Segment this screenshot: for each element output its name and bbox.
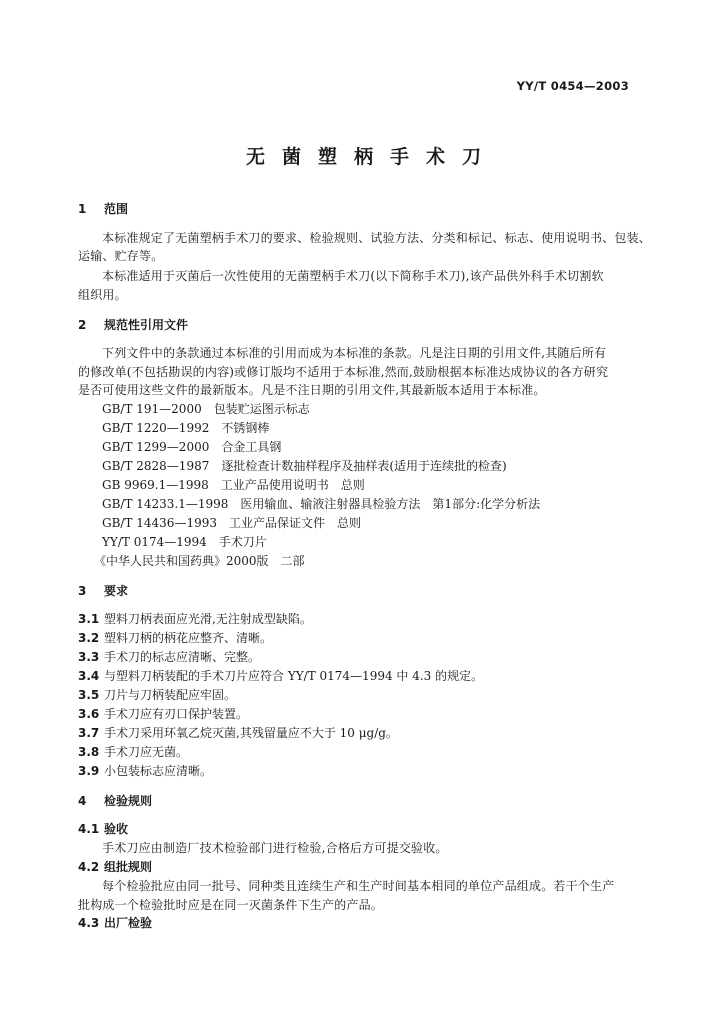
item-text: 刀片与刀柄装配应牢固。 — [104, 688, 237, 702]
subsection-number: 4.3 — [78, 916, 100, 930]
normative-reference: GB/T 1220—1992 不锈钢棒 — [102, 421, 270, 435]
normative-reference: YY/T 0174—1994 手术刀片 — [102, 535, 267, 549]
section-number: 1 — [78, 202, 87, 216]
item-text: 与塑料刀柄装配的手术刀片应符合 YY/T 0174—1994 中 4.3 的规定。 — [104, 669, 484, 683]
subsection-4-1-heading — [78, 820, 128, 837]
normative-reference: GB/T 14436—1993 工业产品保证文件 总则 — [102, 516, 361, 530]
item-number: 3.8 — [78, 745, 100, 759]
paragraph-line: 批构成一个检验批时应是在同一灭菌条件下生产的产品。 — [78, 898, 384, 912]
section-3-heading — [78, 582, 128, 599]
requirement-item — [78, 629, 272, 646]
document-title: 无菌塑柄手术刀 — [245, 146, 498, 168]
item-text: 手术刀应有刃口保护装置。 — [104, 707, 249, 721]
paragraph-line: 手术刀应由制造厂技术检验部门进行检验,合格后方可提交验收。 — [102, 841, 448, 855]
item-number: 3.3 — [78, 650, 100, 664]
paragraph-line: 组织用。 — [78, 288, 127, 302]
item-text: 手术刀的标志应清晰、完整。 — [104, 650, 261, 664]
item-number: 3.2 — [78, 631, 100, 645]
item-number: 3.1 — [78, 612, 100, 626]
section-1-heading — [78, 200, 128, 217]
section-title: 规范性引用文件 — [104, 318, 189, 332]
section-number: 4 — [78, 794, 87, 808]
item-text: 塑料刀柄表面应光滑,无注射成型缺陷。 — [104, 612, 312, 626]
paragraph-line: 本标准规定了无菌塑柄手术刀的要求、检验规则、试验方法、分类和标记、标志、使用说明书、包装、 — [102, 231, 652, 245]
section-number: 2 — [78, 318, 87, 332]
paragraph-line: 每个检验批应由同一批号、同种类且连续生产和生产时间基本相同的单位产品组成。若干个生产 — [102, 879, 615, 893]
item-number: 3.6 — [78, 707, 100, 721]
requirement-item — [78, 648, 260, 665]
subsection-number: 4.2 — [78, 860, 100, 874]
normative-reference: GB/T 191—2000 包装贮运图示标志 — [102, 402, 310, 416]
paragraph-line: 的修改单(不包括勘误的内容)或修订版均不适用于本标准,然而,鼓励根据本标准达成协议的各方研究 — [78, 365, 609, 379]
item-text: 塑料刀柄的柄花应整齐、清晰。 — [104, 631, 273, 645]
item-number: 3.4 — [78, 669, 100, 683]
section-title: 范围 — [104, 202, 129, 216]
requirement-item — [78, 610, 312, 627]
subsection-number: 4.1 — [78, 822, 100, 836]
item-number: 3.5 — [78, 688, 100, 702]
requirement-item — [78, 667, 483, 684]
item-number: 3.9 — [78, 764, 100, 778]
document-number: YY/T 0454—2003 — [516, 79, 629, 93]
requirement-item — [78, 743, 188, 760]
requirement-item — [78, 724, 398, 741]
subsection-4-2-heading — [78, 858, 152, 875]
section-number: 3 — [78, 584, 87, 598]
requirement-item — [78, 705, 248, 722]
requirement-item — [78, 762, 212, 779]
section-title: 要求 — [104, 584, 129, 598]
section-4-heading — [78, 792, 152, 809]
section-2-heading — [78, 316, 188, 333]
item-number: 3.7 — [78, 726, 100, 740]
item-text: 手术刀应无菌。 — [104, 745, 189, 759]
normative-reference: GB/T 1299—2000 合金工具钢 — [102, 440, 282, 454]
normative-reference: GB 9969.1—1998 工业产品使用说明书 总则 — [102, 478, 365, 492]
subsection-title: 组批规则 — [104, 860, 153, 874]
normative-reference: GB/T 2828—1987 逐批检查计数抽样程序及抽样表(适用于连续批的检查) — [102, 459, 507, 473]
paragraph-line: 下列文件中的条款通过本标准的引用而成为本标准的条款。凡是注日期的引用文件,其随后所有 — [102, 346, 607, 360]
section-title: 检验规则 — [104, 794, 153, 808]
paragraph-line: 是否可使用这些文件的最新版本。凡是不注日期的引用文件,其最新版本适用于本标准。 — [78, 383, 546, 397]
paragraph-line: 运输、贮存等。 — [78, 249, 164, 263]
normative-reference: GB/T 14233.1—1998 医用输血、输液注射器具检验方法 第1部分:化学分析法 — [102, 497, 541, 511]
subsection-4-3-heading — [78, 914, 152, 931]
normative-reference: 《中华人民共和国药典》2000版 二部 — [94, 554, 305, 568]
subsection-title: 验收 — [104, 822, 129, 836]
paragraph-line: 本标准适用于灭菌后一次性使用的无菌塑柄手术刀(以下简称手术刀),该产品供外科手术切割软 — [102, 269, 604, 283]
subsection-title: 出厂检验 — [104, 916, 153, 930]
item-text: 手术刀采用环氧乙烷灭菌,其残留量应不大于 10 μg/g。 — [104, 726, 398, 740]
requirement-item — [78, 686, 236, 703]
item-text: 小包装标志应清晰。 — [104, 764, 213, 778]
